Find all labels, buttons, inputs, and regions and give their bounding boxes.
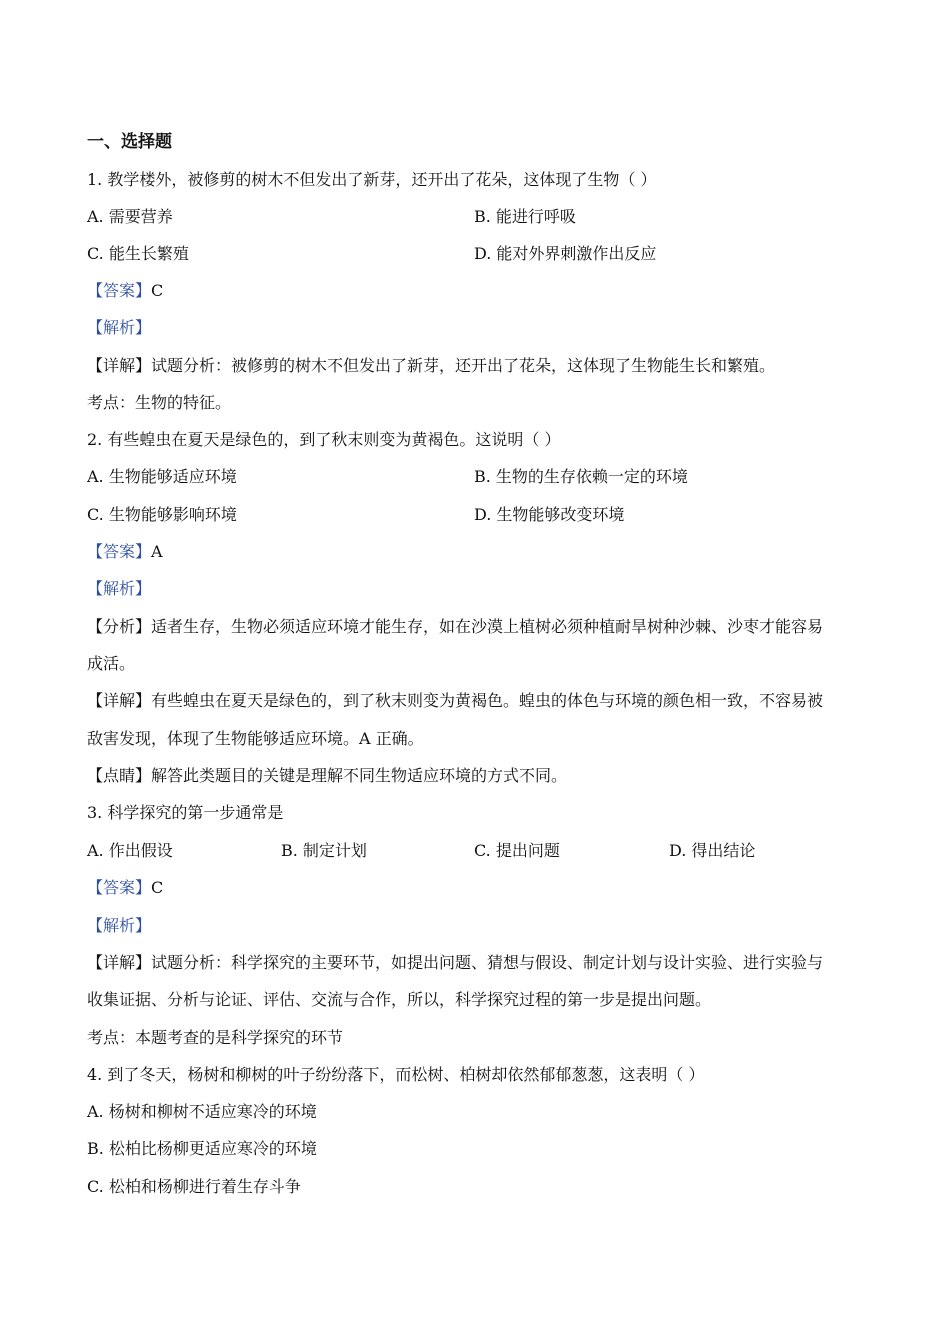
q2-option-c: C. 生物能够影响环境 (87, 505, 237, 524)
detail-label: 【详解】 (87, 953, 152, 972)
answer-label: 【答案】 (87, 281, 152, 300)
q4-option-b: B. 松柏比杨柳更适应寒冷的环境 (87, 1139, 317, 1158)
q2-dianjing (87, 766, 567, 786)
section-title: 一、选择题 (87, 132, 172, 152)
q2-option-a: A. 生物能够适应环境 (87, 467, 237, 486)
q2-fenxi (87, 617, 823, 637)
q3-detail-text-1: 试题分析：科学探究的主要环节，如提出问题、猜想与假设、制定计划与设计实验、进行实验与 (151, 953, 824, 972)
fenxi-label: 【分析】 (87, 617, 152, 636)
q3-detail (87, 953, 823, 973)
q2-fenxi-cont: 成活。 (87, 654, 136, 673)
answer-label: 【答案】 (87, 878, 152, 897)
q1-analysis-label: 【解析】 (87, 318, 152, 337)
detail-label: 【详解】 (87, 356, 152, 375)
q2-dianjing-text: 解答此类题目的关键是理解不同生物适应环境的方式不同。 (151, 766, 568, 785)
q1-detail (87, 356, 775, 376)
q3-option-c: C. 提出问题 (474, 841, 560, 860)
q2-analysis-label: 【解析】 (87, 579, 152, 598)
q2-answer-value: A (151, 542, 163, 561)
q3-option-a: A. 作出假设 (87, 841, 173, 860)
q1-kaodian: 考点：生物的特征。 (87, 393, 232, 412)
q2-option-d: D. 生物能够改变环境 (474, 505, 625, 524)
dianjing-label: 【点睛】 (87, 766, 152, 785)
q4-option-c: C. 松柏和杨柳进行着生存斗争 (87, 1177, 301, 1196)
q4-option-a: A. 杨树和柳树不适应寒冷的环境 (87, 1102, 317, 1121)
q3-kaodian: 考点：本题考查的是科学探究的环节 (87, 1028, 344, 1047)
q2-fenxi-text-1: 适者生存，生物必须适应环境才能生存，如在沙漠上植树必须种植耐旱树种沙棘、沙枣才能容易 (151, 617, 824, 636)
answer-label: 【答案】 (87, 542, 152, 561)
q3-option-b: B. 制定计划 (281, 841, 367, 860)
q2-detail-cont: 敌害发现，体现了生物能够适应环境。A 正确。 (87, 729, 424, 748)
question-1-stem: 1. 教学楼外，被修剪的树木不但发出了新芽，还开出了花朵，这体现了生物（ ） (87, 170, 657, 189)
detail-label: 【详解】 (87, 691, 152, 710)
q1-answer (87, 281, 163, 301)
q1-option-c: C. 能生长繁殖 (87, 244, 189, 263)
q2-answer (87, 542, 163, 562)
question-4-stem: 4. 到了冬天，杨树和柳树的叶子纷纷落下，而松树、柏树却依然郁郁葱葱，这表明（ ） (87, 1065, 705, 1084)
q2-detail (87, 691, 823, 711)
q3-option-d: D. 得出结论 (669, 841, 756, 860)
q1-answer-value: C (151, 281, 164, 300)
question-2-stem: 2. 有些蝗虫在夏天是绿色的，到了秋末则变为黄褐色。这说明（ ） (87, 430, 561, 449)
q3-answer-value: C (151, 878, 164, 897)
q3-detail-cont: 收集证据、分析与论证、评估、交流与合作，所以，科学探究过程的第一步是提出问题。 (87, 990, 712, 1009)
q1-option-a: A. 需要营养 (87, 207, 173, 226)
q2-option-b: B. 生物的生存依赖一定的环境 (474, 467, 688, 486)
q3-answer (87, 878, 163, 898)
q2-detail-text-1: 有些蝗虫在夏天是绿色的，到了秋末则变为黄褐色。蝗虫的体色与环境的颜色相一致，不容易被 (151, 691, 824, 710)
q1-option-d: D. 能对外界刺激作出反应 (474, 244, 657, 263)
q1-detail-text: 试题分析：被修剪的树木不但发出了新芽，还开出了花朵，这体现了生物能生长和繁殖。 (151, 356, 776, 375)
question-3-stem: 3. 科学探究的第一步通常是 (87, 803, 284, 822)
q3-analysis-label: 【解析】 (87, 916, 152, 935)
q1-option-b: B. 能进行呼吸 (474, 207, 576, 226)
